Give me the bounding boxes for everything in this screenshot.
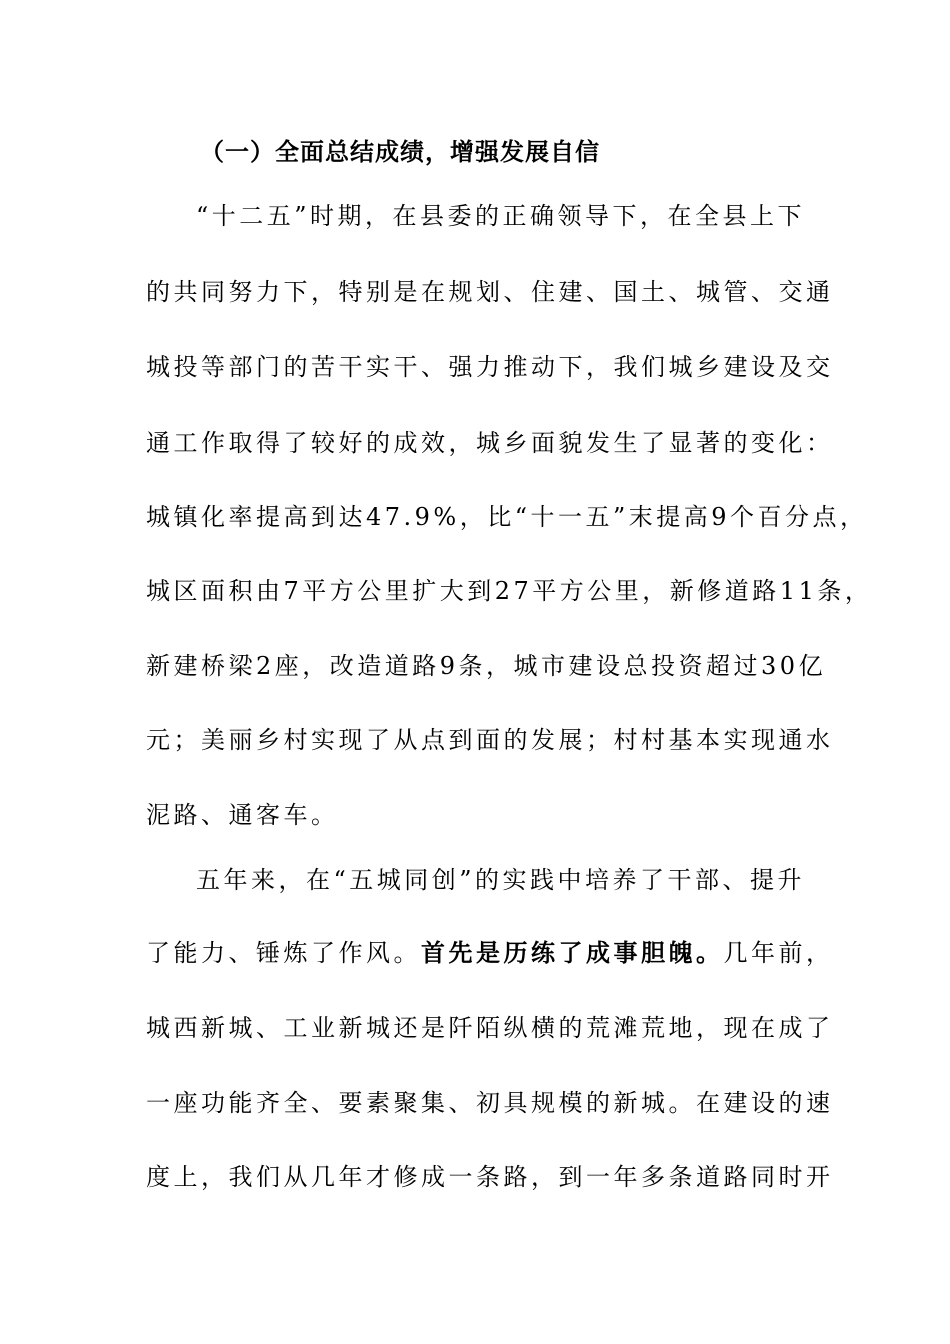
paragraph-1-line: “十二五”时期，在县委的正确领导下，在全县上下 xyxy=(196,202,806,230)
paragraph-1-line: 城投等部门的苦干实干、强力推动下，我们城乡建设及交 xyxy=(146,353,834,381)
paragraph-1-line: 的共同努力下，特别是在规划、住建、国土、城管、交通 xyxy=(146,278,834,306)
emphasis-text: 首先是历练了成事胆魄。 xyxy=(421,939,724,967)
paragraph-2-line: 一座功能齐全、要素聚集、初具规模的新城。在建设的速 xyxy=(146,1089,834,1117)
paragraph-2-text: 了能力、锤炼了作风。 xyxy=(146,939,421,967)
paragraph-1-line: 城区面积由7平方公里扩大到27平方公里，新修道路11条， xyxy=(146,577,873,605)
paragraph-2-line-mixed xyxy=(146,933,834,973)
paragraph-1-line: 泥路、通客车。 xyxy=(146,801,339,829)
paragraph-1-line: 元；美丽乡村实现了从点到面的发展；村村基本实现通水 xyxy=(146,726,834,754)
paragraph-1-line: 城镇化率提高到达47.9%，比“十一五”末提高9个百分点， xyxy=(146,503,868,531)
paragraph-2-line: 五年来，在“五城同创”的实践中培养了干部、提升 xyxy=(196,866,806,894)
paragraph-2-line: 城西新城、工业新城还是阡陌纵横的荒滩荒地，现在成了 xyxy=(146,1014,834,1042)
section-heading: （一）全面总结成绩，增强发展自信 xyxy=(200,138,600,166)
paragraph-1-line: 通工作取得了较好的成效，城乡面貌发生了显著的变化： xyxy=(146,429,834,457)
paragraph-2-text: 几年前， xyxy=(723,939,834,967)
paragraph-1-line: 新建桥梁2座，改造道路9条，城市建设总投资超过30亿 xyxy=(146,652,827,680)
paragraph-2-line: 度上，我们从几年才修成一条路，到一年多条道路同时开 xyxy=(146,1163,834,1191)
